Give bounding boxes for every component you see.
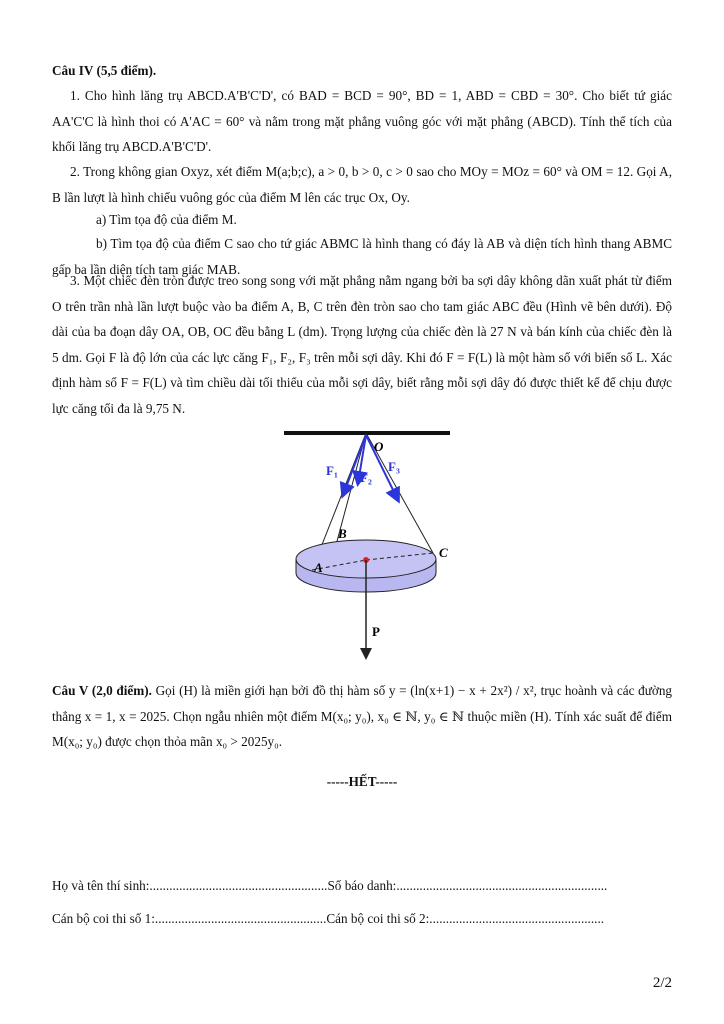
proctor-2-field: Cán bộ coi thi số 2:..................................................... [326,911,605,926]
lamp-figure [278,425,458,667]
cau4-part1: 1. Cho hình lăng trụ ABCD.A'B'C'D', có BAD = BCD = 90°, BD = 1, ABD = CBD = 30°. Cho biết tứ giác AA'C'C là hình thoi có A'AC = 60° và nằm trong mặt phẳng vuông góc với mặt phẳng (ABCD). Tính thể tích của khối lăng trụ ABCD.A'B'C'D'. [52,88,672,154]
label-o: O [374,439,384,454]
footer-line-2 [52,911,672,927]
label-f2: F₂ [360,470,372,485]
label-a: A [314,560,323,575]
cau4-part2b: b) Tìm tọa độ của điểm C sao cho tứ giác ABMC là hình thang có đáy là AB và diện tích hình thang ABMC gấp ba lần diện tích tam giác MAB. [52,236,672,277]
label-b: B [338,526,347,541]
footer-line-1 [52,878,672,894]
cau5-paragraph: Câu V (2,0 điểm). Gọi (H) là miền giới hạn bởi đồ thị hàm số y = (ln(x+1) − x + 2x²) / x², trục hoành và các đường thẳng x = 1, x = 2025. Chọn ngẫu nhiên một điểm M(x₀; y₀), x₀ ∈ ℕ, y₀ ∈ ℕ thuộc miền (H). Tính xác suất để điểm M(x₀; y₀) được chọn thỏa mãn x₀ > 2025y₀. [52,683,673,749]
cau4-heading: Câu IV (5,5 điểm). [52,63,157,78]
end-mark: -----HẾT----- [326,774,398,789]
force-f1-arrow [343,435,366,495]
page-number: 2/2 [652,975,672,991]
cau4-part3: 3. Một chiếc đèn tròn được treo song song với mặt phẳng nằm ngang bởi ba sợi dây không dãn xuất phát từ điểm O trên trần nhà lần lượt buộc vào ba điểm A, B, C trên đèn tròn sao cho tam giác ABC đều (Hình vẽ bên dưới). Độ dài của ba đoạn dây OA, OB, OC đều bằng L (dm). Trọng lượng của chiếc đèn là 27 N và bán kính của chiếc đèn là 5 dm. Gọi F là độ lớn của các lực căng F₁, F₂, F₃ trên mỗi sợi dây. Khi đó F = F(L) là một hàm số với biến số L. Xác định hàm số F = F(L) và tìm chiều dài tối thiểu của mỗi sợi dây, biết rằng mỗi sợi dây đó được thiết kế để chịu được lực căng tối đa là 9,75 N. [52,273,672,416]
label-f1: F₁ [326,463,338,478]
candidate-name-field: Họ và tên thí sinh:...................................................... [52,878,328,893]
label-p: P [372,624,380,639]
label-f3: F₃ [388,459,400,474]
label-c: C [439,545,448,560]
cau4-part2a: a) Tìm tọa độ của điểm M. [96,212,237,227]
candidate-number-field: Số báo danh:................................................................ [327,878,608,893]
proctor-1-field: Cán bộ coi thi số 1:.................................................... [52,911,327,926]
cau4-part2: 2. Trong không gian Oxyz, xét điểm M(a;b;c), a > 0, b > 0, c > 0 sao cho MOy = MOz = 60° và OM = 12. Gọi A, B lần lượt là hình chiếu vuông góc của điểm M lên các trục Ox, Oy. [52,164,672,205]
